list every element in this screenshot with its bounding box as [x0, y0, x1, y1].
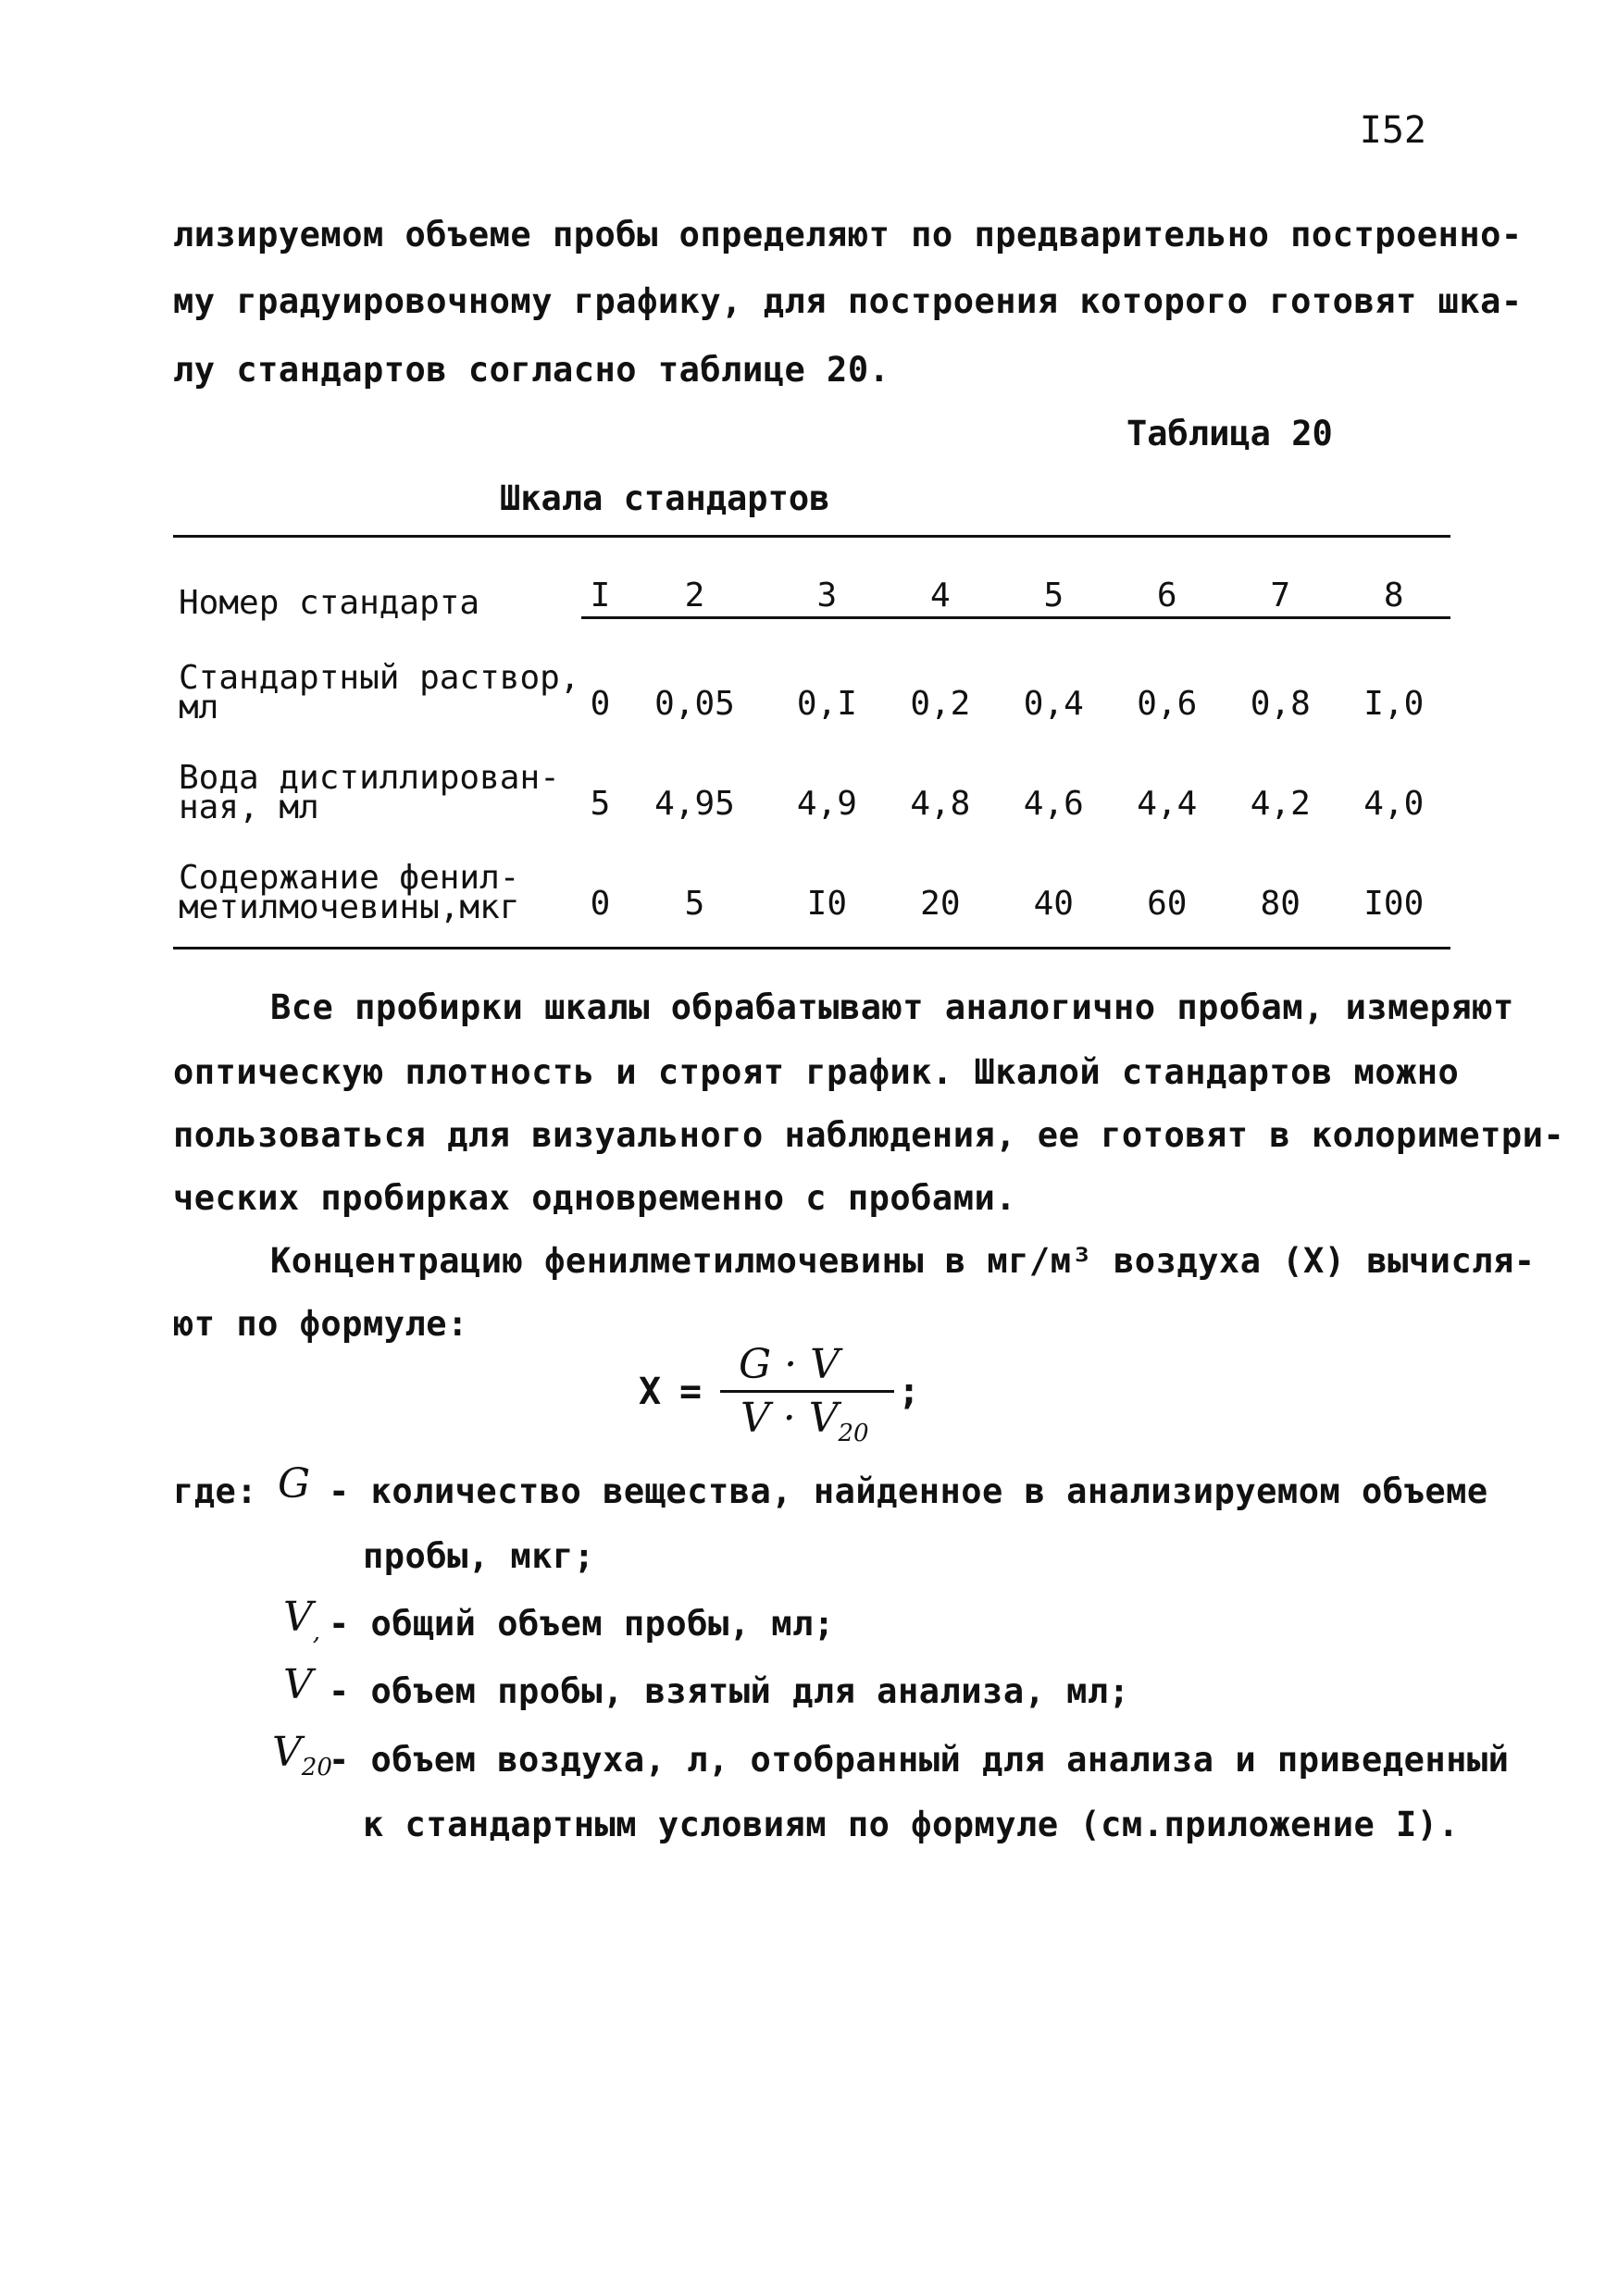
symbol-v-total-text: V: [283, 1594, 313, 1641]
row-label-line: мл: [179, 689, 219, 726]
table-cell: 4,6: [1023, 785, 1084, 823]
body-line-5: Концентрацию фенилметилмочевины в мг/м³ воздуха (X) вычисля-: [270, 1241, 1536, 1281]
intro-line-1: лизируемом объеме пробы определяют по предварительно построенно-: [173, 215, 1523, 254]
table-row: [173, 723, 1450, 823]
standards-table: [173, 546, 1450, 926]
where-item-2-line-1: - общий объем пробы, мл;: [329, 1604, 835, 1644]
table-cell: 60: [1147, 885, 1188, 923]
row-label: [173, 823, 581, 926]
symbol-v-aliquot-text: V: [283, 1661, 313, 1708]
row-label-line: Вода дистиллирован-: [179, 759, 560, 797]
table-cell: 4,8: [910, 785, 971, 823]
intro-line-3: лу стандартов согласно таблице 20.: [173, 350, 890, 390]
formula-denominator-sub: 20: [838, 1419, 869, 1447]
intro-line-2: му градуировочному графику, для построения которого готовят шка-: [173, 281, 1523, 321]
symbol-g-text: G: [278, 1460, 311, 1508]
formula-end: ;: [898, 1371, 921, 1413]
table-top-rule: [173, 535, 1450, 538]
formula-numerator: G · V: [739, 1341, 840, 1388]
row-label-line: метилмочевины,мкг: [179, 888, 520, 926]
table-cell: 4,2: [1250, 785, 1311, 823]
symbol-v-total: [283, 1594, 320, 1646]
table-cell: 0,6: [1137, 685, 1198, 723]
column-header: 8: [1337, 546, 1450, 618]
column-header: 2: [619, 546, 770, 618]
symbol-v20-text: V: [272, 1729, 302, 1776]
table-row: [173, 618, 1450, 724]
where-item-1-line-2: пробы, мкг;: [363, 1536, 595, 1576]
where-item-4-line-1: - объем воздуха, л, отобранный для анализа и приведенный: [329, 1740, 1510, 1780]
table-cell: I0: [806, 885, 848, 923]
table-cell: 0,4: [1023, 685, 1084, 723]
symbol-v20: [272, 1729, 332, 1781]
row-label-line: Содержание фенил-: [179, 859, 520, 897]
symbol-v-aliquot: [283, 1661, 313, 1714]
table-number-label: Таблица 20: [1126, 414, 1333, 453]
where-item-1-line-1: - количество вещества, найденное в анализируемом объеме: [329, 1471, 1488, 1511]
table-cell: 80: [1260, 885, 1301, 923]
column-header: 3: [770, 546, 883, 618]
table-cell: 4,0: [1363, 785, 1425, 823]
table-cell: I00: [1363, 885, 1425, 923]
row-label-line: Стандартный раствор,: [179, 659, 580, 697]
body-line-1: Все пробирки шкалы обрабатывают аналогично пробам, измеряют: [270, 987, 1514, 1027]
symbol-v-total-sub: ,: [312, 1618, 321, 1646]
header-label: Номер стандарта: [179, 583, 480, 622]
formula-equals: =: [679, 1371, 703, 1413]
column-header: I: [581, 546, 619, 618]
table-cell: 0,2: [910, 685, 971, 723]
table-cell: 0: [590, 885, 611, 923]
table-cell: 40: [1033, 885, 1074, 923]
column-header: 7: [1224, 546, 1337, 618]
page-number: I52: [1359, 109, 1426, 152]
formula-denominator-text: V · V: [741, 1395, 839, 1442]
where-item-4-line-2: к стандартным условиям по формуле (см.приложение I).: [363, 1805, 1460, 1844]
table-bottom-rule: [173, 947, 1450, 949]
formula-denominator: [741, 1395, 869, 1447]
table-cell: 4,4: [1137, 785, 1198, 823]
table-cell: 4,95: [654, 785, 735, 823]
where-label: где:: [173, 1471, 258, 1511]
table-cell: 5: [684, 885, 705, 923]
column-header: 4: [884, 546, 997, 618]
table-row: [173, 823, 1450, 923]
formula-lhs: X: [639, 1371, 662, 1413]
table-cell: I,0: [1363, 685, 1425, 723]
column-header: 5: [997, 546, 1110, 618]
table-cell: 4,9: [796, 785, 857, 823]
body-line-4: ческих пробирках одновременно с пробами.: [173, 1178, 1017, 1218]
table-title: Шкала стандартов: [500, 478, 830, 518]
row-label: [173, 723, 581, 826]
row-label-line: ная, мл: [179, 788, 319, 826]
table-cell: 0: [590, 685, 611, 723]
table-cell: 0,05: [654, 685, 735, 723]
table-cell: 5: [590, 785, 611, 823]
symbol-v20-sub: 20: [301, 1753, 332, 1781]
table-header-row: [173, 546, 1450, 618]
column-header: 6: [1111, 546, 1224, 618]
body-line-6: ют по формуле:: [173, 1304, 468, 1344]
table-cell: 20: [920, 885, 961, 923]
row-label: [173, 618, 581, 724]
body-line-3: пользоваться для визуального наблюдения, ее готовят в колориметри-: [173, 1115, 1565, 1155]
table-cell: 0,I: [796, 685, 857, 723]
symbol-g: [278, 1460, 310, 1513]
concentration-formula: [639, 1337, 935, 1458]
where-item-3-line-1: - объем пробы, взятый для анализа, мл;: [329, 1671, 1130, 1711]
fraction-bar: [720, 1390, 894, 1393]
body-line-2: оптическую плотность и строят график. Шкалой стандартов можно: [173, 1052, 1460, 1092]
table-cell: 0,8: [1250, 685, 1311, 723]
